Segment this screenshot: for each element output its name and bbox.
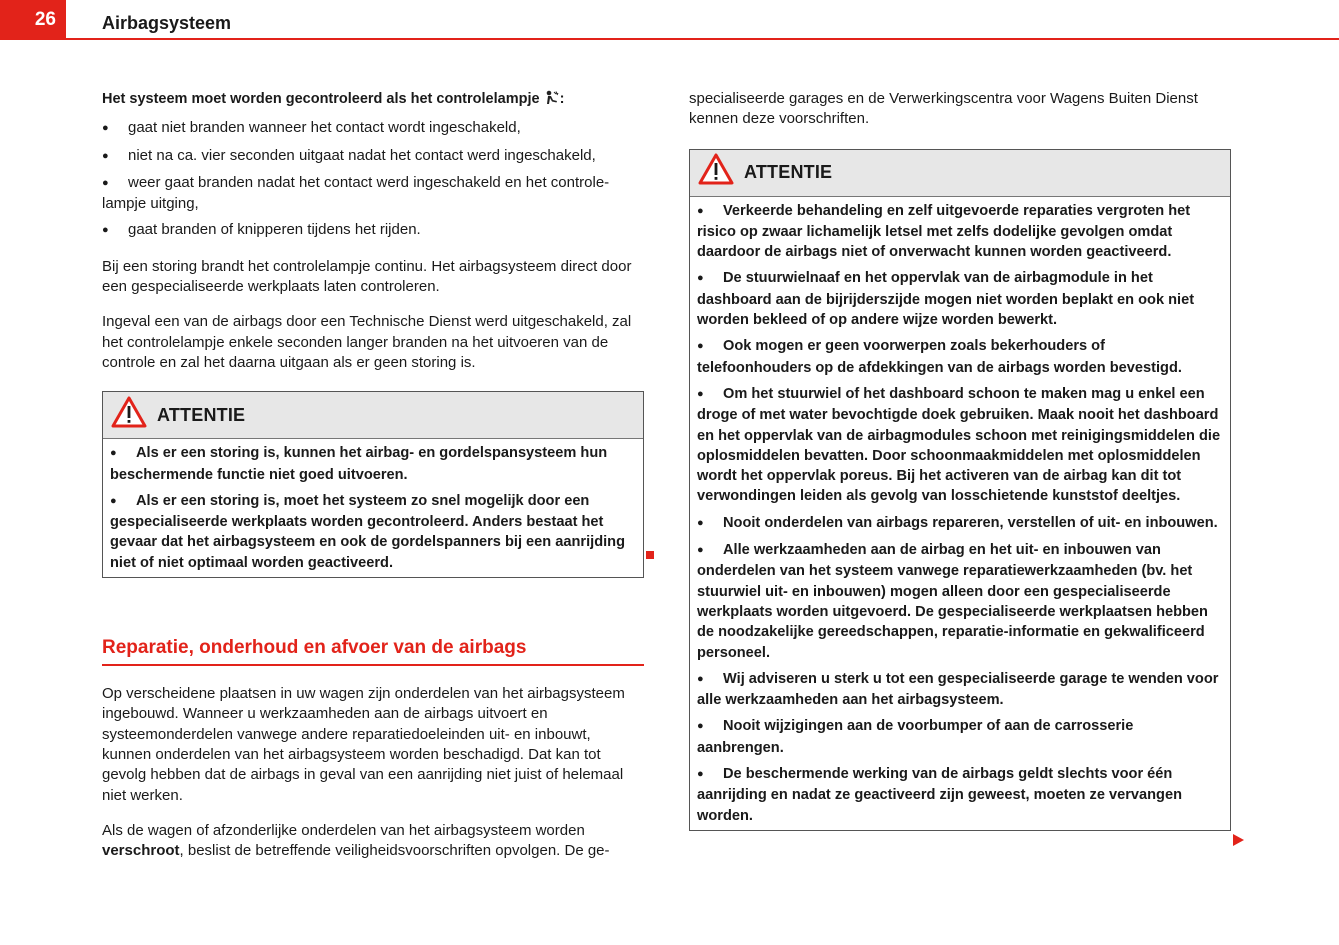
paragraph: Bij een storing brandt het controlelampje continu. Het airbagsysteem direct door een gespecialiseerde werkplaats laten controleren. [102,257,632,296]
list-item: ●gaat niet branden wanneer het contact wordt ingeschakeld, [102,118,644,139]
warning-item: ●Als er een storing is, moet het systeem zo snel mogelijk door een gespecialiseerde werkplaats worden gecontroleerd. Anders bestaat het gevaar dat het airbagsysteem en ook de gordelspanners bij een aanrijding niet of niet optimaal worden geactiveerd. [110,491,635,573]
warning-item: ●Wij adviseren u sterk u tot een gespecialiseerde garage te wenden voor alle werkzaamheden aan het airbagsysteem. [697,669,1222,711]
bullet-icon [102,146,128,167]
left-column [102,89,644,876]
paragraph: Op verscheidene plaatsen in uw wagen zijn onderdelen van het airbagsysteem ingebouwd. Wanneer u werkzaamheden aan de airbags uitvoert en systeemonderdelen vanwege andere reparatiedoeleinden uit- en inbouwt, kunnen onderdelen van het airbagsysteem worden beschadigd. Dat kan tot gevolg hebben dat de airbags in geval van een aanrijding niet juist of helemaal niet werken. [102,685,625,804]
warning-title: ATTENTIE [744,162,833,183]
bullet-icon [697,540,723,561]
warning-triangle-icon [111,396,147,434]
bullet-icon [110,491,136,512]
paragraph: Als de wagen of afzonderlijke onderdelen van het airbagsysteem worden verschroot, beslist de betreffende veiligheidsvoorschriften opvolgen. De ge- [102,821,610,860]
warning-box [102,391,644,578]
header-divider [66,38,1339,40]
warning-box [689,149,1231,831]
intro-text: Het systeem moet worden gecontroleerd als het controlelampje [102,91,540,107]
page-header [0,0,1339,42]
list-item: ●niet na ca. vier seconden uitgaat nadat het contact werd ingeschakeld, [102,146,644,167]
bullet-icon [697,268,723,289]
warning-triangle-icon [698,153,734,191]
warning-item: ●De beschermende werking van de airbags geldt slechts voor één aanrijding en nadat ze geactiveerd zijn geweest, moeten ze vervangen worden. [697,764,1222,826]
warning-item: ●Nooit onderdelen van airbags repareren, verstellen of uit- en inbouwen. [697,513,1222,534]
warning-title: ATTENTIE [157,405,246,426]
warning-item: ●De stuurwielnaaf en het oppervlak van de airbagmodule in het dashboard aan de bijrijderszijde mogen niet worden beplakt en ook niet worden bekleed of op andere wijze worden bewerkt. [697,268,1222,330]
continued-arrow-icon [1233,834,1244,846]
list-item: ●weer gaat branden nadat het contact werd ingeschakeld en het controle-lampje uitging, [102,173,644,215]
paragraph: specialiseerde garages en de Verwerkingscentra voor Wagens Buiten Dienst kennen deze voorschriften. [689,90,1198,128]
bullet-icon [697,513,723,534]
paragraph: Ingeval een van de airbags door een Technische Dienst werd uitgeschakeld, zal het controlelampje enkele seconden langer branden na het uitvoeren van de controle en zal het daarna uitgaan als er geen storing is. [102,313,632,371]
section-title: Reparatie, onderhoud en afvoer van de airbags [102,636,644,666]
list-item: ●gaat branden of knipperen tijdens het rijden. [102,220,644,241]
warning-item: ●Verkeerde behandeling en zelf uitgevoerde reparaties vergroten het risico op zwaar lichamelijk letsel met zelfs dodelijke gevolgen omdat daardoor de airbags niet of onverwacht kunnen worden geactiveerd. [697,201,1222,263]
warning-header [690,150,1230,197]
bullet-icon [102,118,128,139]
warning-header [103,392,643,439]
page-number: 26 [0,0,66,40]
bullet-icon [697,716,723,737]
bullet-icon [697,669,723,690]
warning-item: ●Alle werkzaamheden aan de airbag en het uit- en inbouwen van onderdelen van het systeem vanwege reparatiewerkzaamheden (bv. het stuurwiel uit- en inbouwen) mogen alleen door een gespecialiseerde werkplaats worden uitgevoerd. De gespecialiseerde werkplaatsen hebben de noodzakelijke gereedschappen, reparatie-informatie en gekwalificeerd personeel. [697,540,1222,663]
bullet-icon [697,336,723,357]
intro-heading: Het systeem moet worden gecontroleerd als het controlelampje : [102,89,644,112]
lamp-condition-list [102,118,644,241]
warning-item: ●Nooit wijzigingen aan de voorbumper of aan de carrosserie aanbrengen. [697,716,1222,758]
bullet-icon [102,173,128,194]
bullet-icon [102,220,128,241]
bullet-icon [110,443,136,464]
warning-body [690,197,1230,830]
right-column [689,89,1231,831]
warning-body [103,439,643,577]
section-end-square-icon [646,551,654,559]
bullet-icon [697,384,723,405]
bullet-icon [697,764,723,785]
chapter-title: Airbagsysteem [102,13,232,33]
warning-item: ●Ook mogen er geen voorwerpen zoals bekerhouders of telefoonhouders op de afdekkingen van de airbags worden bevestigd. [697,336,1222,378]
bullet-icon [697,201,723,222]
warning-item: ●Als er een storing is, kunnen het airbag- en gordelspansysteem hun beschermende functie niet goed uitvoeren. [110,443,635,485]
warning-item: ●Om het stuurwiel of het dashboard schoon te maken mag u enkel een droge of met water bevochtigde doek gebruiken. Maak nooit het dashboard en het oppervlak van de airbagmodules schoon met reinigingsmiddelen die oplosmiddelen bevatten. Door schoonmaakmiddelen met oplosmiddelen wordt het oppervlak poreus. Bij het activeren van de airbag kan dit tot verwondingen leiden als gevolg van losschietende kunststof deeltjes. [697,384,1222,507]
emphasis: verschroot [102,842,180,860]
airbag-warning-lamp-icon [544,90,560,112]
